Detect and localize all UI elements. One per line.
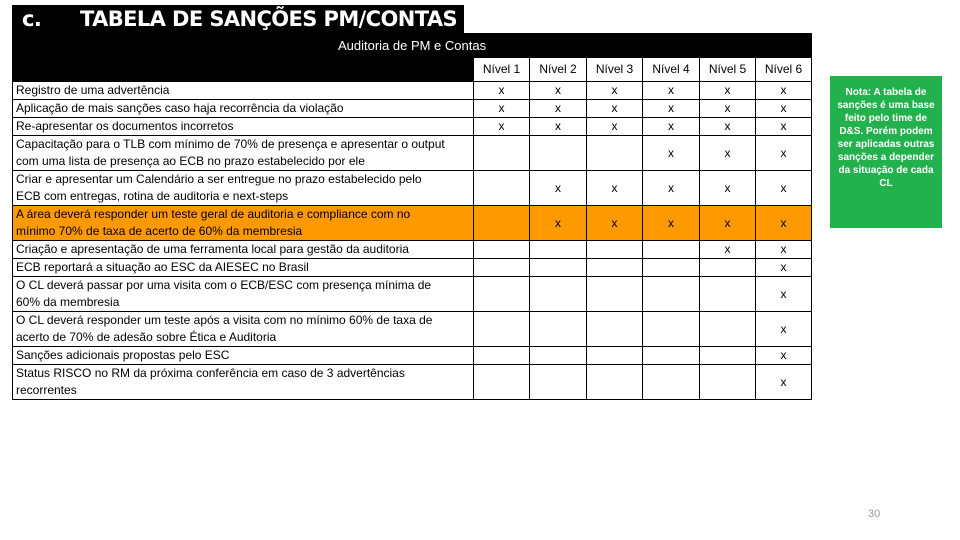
level-mark: x (756, 259, 812, 277)
level-mark (530, 241, 587, 259)
level-mark (587, 277, 643, 312)
table-header: Auditoria de PM e Contas (13, 34, 812, 58)
level-mark (643, 312, 700, 347)
level-mark (530, 347, 587, 365)
level-mark (700, 259, 756, 277)
table-row (13, 259, 812, 277)
level-mark: x (756, 206, 812, 241)
level-mark: x (474, 82, 530, 100)
level-mark (530, 136, 587, 171)
table-row (13, 277, 812, 312)
description-line: O CL deverá passar por uma visita com o ECB/ESC com presença mínima de (16, 278, 432, 292)
description-line: recorrentes (16, 383, 77, 397)
table-row (13, 365, 812, 400)
sanction-description (13, 259, 474, 277)
note-box: Nota: A tabela de sanções é uma base feito pelo time de D&S. Porém podem ser aplicadas outras sanções a depender da situação de cada CL (830, 76, 942, 228)
description-line: Criar e apresentar um Calendário a ser entregue no prazo estabelecido pelo (16, 172, 422, 186)
description-line: Sanções adicionais propostas pelo ESC (16, 348, 230, 362)
level-mark: x (587, 82, 643, 100)
level-header: Nível 3 (587, 58, 643, 82)
level-mark: x (756, 136, 812, 171)
level-mark: x (756, 118, 812, 136)
level-mark (474, 241, 530, 259)
table-row (13, 136, 812, 171)
level-mark (530, 277, 587, 312)
level-header: Nível 1 (474, 58, 530, 82)
sanction-description (13, 365, 474, 400)
description-line: A área deverá responder um teste geral de auditoria e compliance com no (16, 207, 411, 221)
description-line: ECB reportará a situação ao ESC da AIESEC no Brasil (16, 260, 309, 274)
level-header: Nível 6 (756, 58, 812, 82)
level-mark (474, 259, 530, 277)
level-mark: x (756, 171, 812, 206)
table-row (13, 118, 812, 136)
level-mark: x (643, 100, 700, 118)
description-line: ECB com entregas, rotina de auditoria e next-steps (16, 189, 289, 203)
level-mark (474, 206, 530, 241)
description-line: O CL deverá responder um teste após a visita com no mínimo 60% de taxa de (16, 313, 433, 327)
section-number: c. (22, 7, 42, 31)
level-mark: x (587, 100, 643, 118)
sanction-description (13, 241, 474, 259)
description-line: Re-apresentar os documentos incorretos (16, 119, 234, 133)
level-mark (587, 136, 643, 171)
level-mark: x (474, 118, 530, 136)
description-line: com uma lista de presença ao ECB no prazo estabelecido por ele (16, 154, 365, 168)
level-mark (587, 365, 643, 400)
level-mark: x (756, 365, 812, 400)
level-mark: x (474, 100, 530, 118)
level-mark: x (530, 206, 587, 241)
sanction-description (13, 100, 474, 118)
level-mark: x (756, 241, 812, 259)
level-mark (530, 365, 587, 400)
table-row (13, 241, 812, 259)
level-mark (474, 171, 530, 206)
description-line: Status RISCO no RM da próxima conferência em caso de 3 advertências (16, 366, 405, 380)
level-mark: x (643, 206, 700, 241)
level-header: Nível 4 (643, 58, 700, 82)
level-mark (530, 259, 587, 277)
level-mark (587, 312, 643, 347)
sanction-description (13, 118, 474, 136)
level-mark (700, 347, 756, 365)
level-mark (643, 241, 700, 259)
level-header: Nível 2 (530, 58, 587, 82)
sanction-description (13, 312, 474, 347)
level-mark: x (700, 136, 756, 171)
description-line: acerto de 70% de adesão sobre Ética e Auditoria (16, 330, 277, 344)
level-mark: x (643, 136, 700, 171)
level-mark: x (530, 82, 587, 100)
page-number: 30 (868, 508, 881, 520)
level-mark: x (643, 118, 700, 136)
level-mark: x (700, 100, 756, 118)
level-mark (643, 347, 700, 365)
level-mark: x (756, 277, 812, 312)
level-mark: x (530, 171, 587, 206)
level-mark: x (530, 118, 587, 136)
description-line: mínimo 70% de taxa de acerto de 60% da membresia (16, 224, 303, 238)
level-mark: x (587, 206, 643, 241)
level-mark (587, 259, 643, 277)
level-mark: x (530, 100, 587, 118)
sanction-description (13, 347, 474, 365)
table-row (13, 100, 812, 118)
level-header: Nível 5 (700, 58, 756, 82)
level-mark: x (587, 118, 643, 136)
level-mark: x (700, 171, 756, 206)
level-mark: x (756, 312, 812, 347)
level-mark (474, 347, 530, 365)
sanction-description (13, 277, 474, 312)
table-row (13, 312, 812, 347)
level-mark: x (756, 347, 812, 365)
level-mark (474, 312, 530, 347)
description-line: Registro de uma advertência (16, 83, 170, 97)
sanction-description (13, 206, 474, 241)
level-mark: x (643, 171, 700, 206)
description-line: Criação e apresentação de uma ferramenta local para gestão da auditoria (16, 242, 409, 256)
level-mark (643, 365, 700, 400)
level-mark: x (700, 206, 756, 241)
level-mark: x (700, 118, 756, 136)
level-mark (700, 365, 756, 400)
section-title (12, 5, 464, 33)
level-mark (587, 347, 643, 365)
sanctions-table (12, 33, 812, 400)
level-mark (700, 312, 756, 347)
table-row (13, 82, 812, 100)
levels-header-row (13, 58, 812, 82)
level-mark: x (643, 82, 700, 100)
levels-blank-cell (13, 58, 474, 82)
table-row (13, 171, 812, 206)
level-mark (474, 136, 530, 171)
table-row (13, 206, 812, 241)
section-title-text: TABELA DE SANÇÕES PM/CONTAS (80, 7, 457, 31)
level-mark (700, 277, 756, 312)
level-mark: x (756, 100, 812, 118)
sanction-description (13, 82, 474, 100)
table-row (13, 347, 812, 365)
level-mark: x (700, 241, 756, 259)
description-line: 60% da membresia (16, 295, 120, 309)
description-line: Aplicação de mais sanções caso haja recorrência da violação (16, 101, 344, 115)
level-mark: x (700, 82, 756, 100)
sanction-description (13, 136, 474, 171)
level-mark (474, 277, 530, 312)
sanction-description (13, 171, 474, 206)
table-body (13, 82, 812, 400)
level-mark (643, 277, 700, 312)
level-mark (643, 259, 700, 277)
level-mark (587, 241, 643, 259)
level-mark: x (587, 171, 643, 206)
level-mark: x (756, 82, 812, 100)
description-line: Capacitação para o TLB com mínimo de 70% de presença e apresentar o output (16, 137, 445, 151)
level-mark (530, 312, 587, 347)
level-mark (474, 365, 530, 400)
